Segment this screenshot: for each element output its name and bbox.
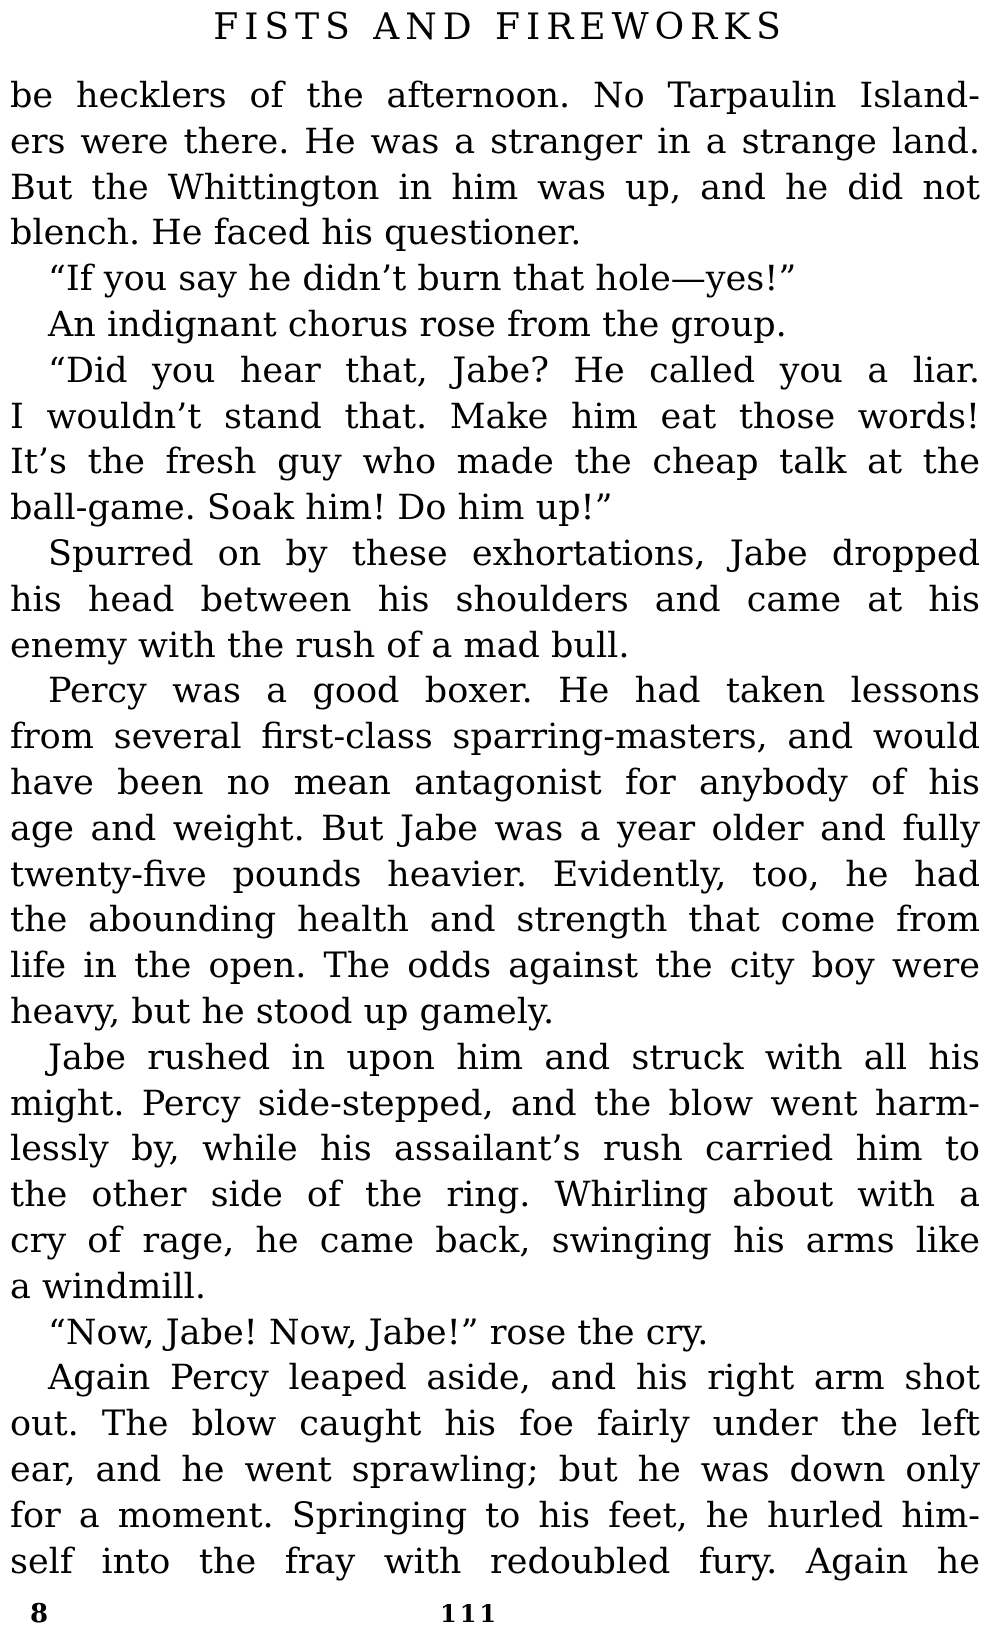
text-line: heavy, but he stood up gamely. <box>10 991 555 1032</box>
text-line: Again Percy leaped aside, and his right arm shot <box>48 1358 980 1399</box>
text-line: I wouldn’t stand that. Make him eat those words! <box>10 396 980 437</box>
text-line: life in the open. The odds against the city boy were <box>10 946 980 987</box>
text-line: Spurred on by these exhortations, Jabe dropped <box>48 533 980 574</box>
text-line: Percy was a good boxer. He had taken lessons <box>48 671 980 712</box>
text-line: lessly by, while his assailant’s rush carried him to <box>10 1129 980 1170</box>
text-line: have been no mean antagonist for anybody of his <box>10 762 980 803</box>
signature-mark: 8 <box>30 1599 49 1629</box>
text-line: from several first-class sparring-masters, and would <box>10 717 980 758</box>
body-text <box>10 74 980 1585</box>
text-line: might. Percy side-stepped, and the blow went harm- <box>10 1083 980 1124</box>
running-head: FISTS AND FIREWORKS <box>213 7 787 48</box>
text-line: ers were there. He was a stranger in a strange land. <box>10 121 980 162</box>
text-line: for a moment. Springing to his feet, he hurled him- <box>10 1495 980 1536</box>
text-line: twenty-five pounds heavier. Evidently, too, he had <box>10 854 980 895</box>
page-number: 111 <box>440 1599 500 1628</box>
text-line: “If you say he didn’t burn that hole—yes!” <box>48 259 797 300</box>
text-line: be hecklers of the afternoon. No Tarpaulin Island- <box>10 76 980 116</box>
text-line: cry of rage, he came back, swinging his arms like <box>10 1220 980 1261</box>
text-line: But the Whittington in him was up, and he did not <box>10 167 980 208</box>
text-line: enemy with the rush of a mad bull. <box>10 625 630 666</box>
text-line: age and weight. But Jabe was a year older and fully <box>10 808 980 849</box>
page-footer <box>0 1596 1000 1636</box>
text-line: “Did you hear that, Jabe? He called you a liar. <box>48 350 980 391</box>
text-line: ear, and he went sprawling; but he was down only <box>10 1449 980 1490</box>
text-line: the other side of the ring. Whirling about with a <box>10 1175 980 1216</box>
text-line: It’s the fresh guy who made the cheap talk at the <box>10 442 980 483</box>
text-line: the abounding health and strength that come from <box>10 900 980 941</box>
text-line: Jabe rushed in upon him and struck with all his <box>48 1037 980 1078</box>
text-line: his head between his shoulders and came at his <box>10 579 980 620</box>
text-line: blench. He faced his questioner. <box>10 213 582 254</box>
text-line: a windmill. <box>10 1266 206 1307</box>
text-line: ball-game. Soak him! Do him up!” <box>10 488 613 529</box>
text-line: “Now, Jabe! Now, Jabe!” rose the cry. <box>48 1312 709 1353</box>
text-line: An indignant chorus rose from the group. <box>48 304 787 345</box>
text-line: out. The blow caught his foe fairly under the left <box>10 1404 980 1445</box>
text-line: self into the fray with redoubled fury. Again he <box>10 1541 980 1582</box>
